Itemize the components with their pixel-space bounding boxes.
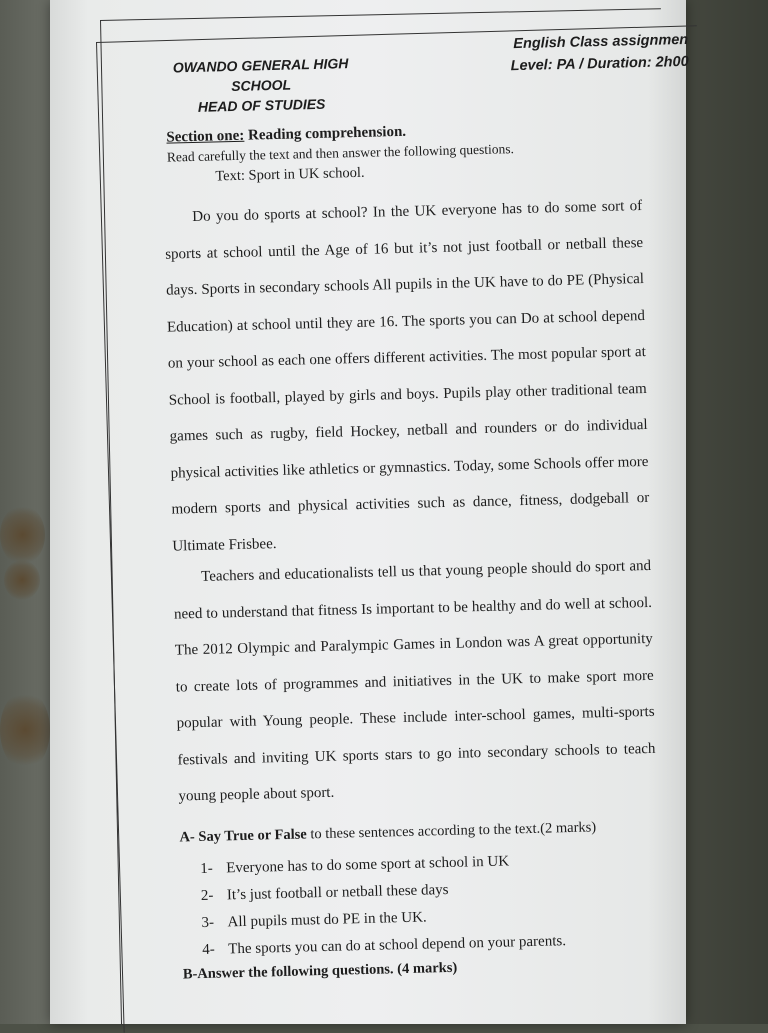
instructions: Read carefully the text and then answer the following questions. [166,141,515,165]
item-number: 2- [200,887,214,905]
item-text: Everyone has to do some sport at school in UK [226,853,510,877]
item-number: 4- [202,941,215,958]
stain-mark [0,505,45,565]
exercise-a-list [200,847,566,964]
paragraph-2-text: Teachers and educationalists tell us that young people should do sport and need to understand that fitness Is important to be healthy and do well at school. The 2012 Olympic and Paralympic Games in London was A great opportunity to create lots of programmes and initiatives in the UK to make sport more popular with Young people. These include inter-school games, multi-sports festivals and inviting UK sports stars to go into secondary schools to teach young people about sport. [173,557,656,805]
stain-mark [0,690,50,770]
item-number: 1- [200,860,213,878]
passage-paragraph-2 [173,548,657,815]
office-name: HEAD OF STUDIES [197,95,326,115]
text-title: Text: Sport in UK school. [215,164,365,185]
header-left [150,53,371,118]
item-number: 3- [201,914,215,932]
exercise-a-instruction: to these sentences according to the text.(2 marks) [306,819,597,843]
section-title-text: Reading comprehension. [244,123,407,144]
item-text: It’s just football or netball these days [226,881,449,904]
passage-paragraph-1 [164,188,651,565]
section-title-label: Section one: [166,127,245,146]
paragraph-1-text: Do you do sports at school? In the UK everyone has to do some sort of sports at school until the Age of 16 but it’s not just football or netball these days. Sports in secondary schools All pupils in the UK have to do PE (Physical Education) at school until they are 16. The sports you can Do at school depend on your school as each one offers different activities. The most popular sport at School is football, played by girls and boys. Pupils play other traditional team games such as rugby, field Hockey, netball and rounders or do individual physical activities like athletics or gymnastics. Today, some Schools offer more modern sports and physical activities such as dance, fitness, dodgeball or Ultimate Frisbee. [165,198,650,555]
item-text: The sports you can do at school depend on your parents. [228,933,567,958]
stain-mark [4,560,40,600]
school-name: OWANDO GENERAL HIGH SCHOOL [172,55,349,95]
assignment-title: English Class assignmen [513,31,689,53]
exercise-a-label: A- Say True or False [179,826,307,846]
exercise-b-title: B-Answer the following questions. (4 marks) [182,959,458,983]
level-duration: Level: PA / Duration: 2h00 [510,53,689,75]
item-text: All pupils must do PE in the UK. [227,909,427,931]
header-right [468,29,689,78]
